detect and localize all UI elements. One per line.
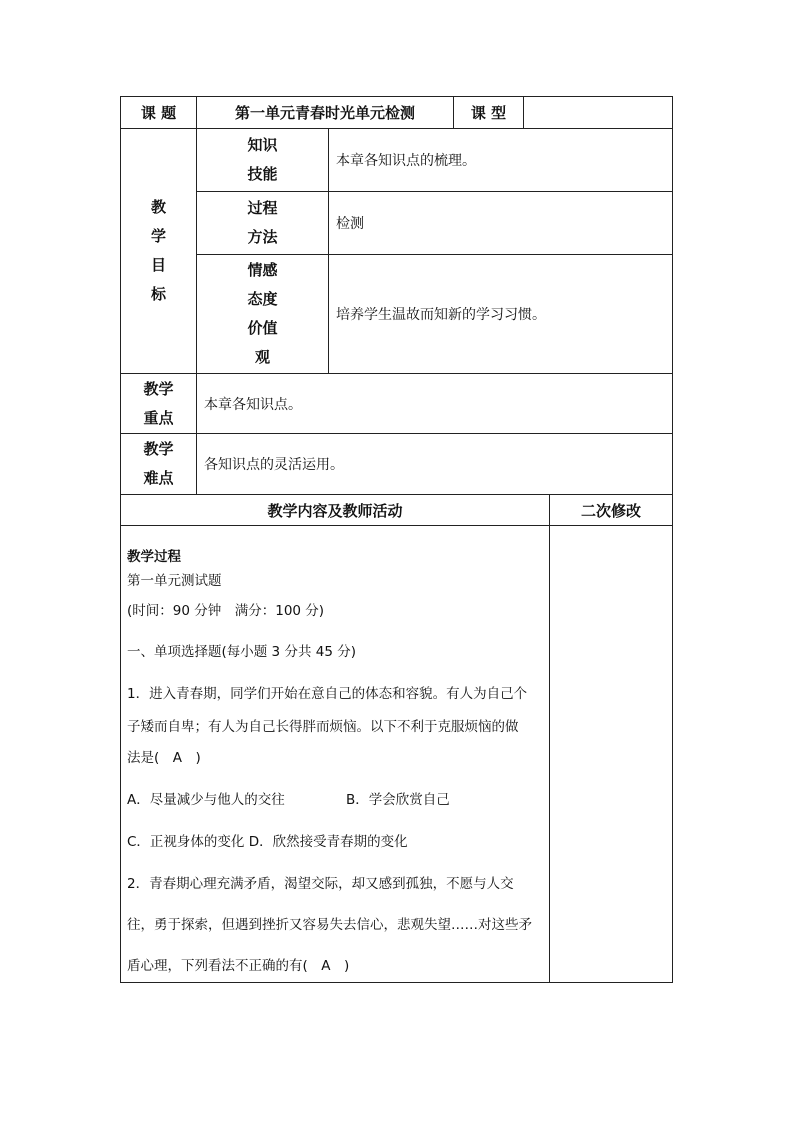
knowledge-skill-value: 本章各知识点的梳理。 xyxy=(336,153,476,169)
question-1-options-cd: C．正视身体的变化 D．欣然接受青春期的变化 xyxy=(127,834,408,850)
question-1-line: 1．进入青春期，同学们开始在意自己的体态和容貌。有人为自己个 xyxy=(127,686,528,702)
difficulties-label xyxy=(121,434,196,494)
table-col-divider xyxy=(549,494,550,983)
emotion-attitude-values-label xyxy=(197,255,328,373)
table-row-divider xyxy=(120,525,673,526)
type-label: 课 型 xyxy=(470,104,507,122)
label-line: 观 xyxy=(254,348,270,366)
knowledge-skill-label xyxy=(197,129,328,191)
label-line: 知识 xyxy=(247,136,278,154)
label-line: 教学 xyxy=(143,440,174,458)
label-line: 技能 xyxy=(247,165,278,183)
topic-label: 课 题 xyxy=(140,104,177,122)
objectives-label xyxy=(121,129,196,373)
objectives-label-char: 目 xyxy=(150,256,166,274)
emotion-attitude-values-value: 培养学生温故而知新的学习习惯。 xyxy=(336,307,546,323)
key-points-label xyxy=(121,374,196,433)
question-2-line: 往，勇于探索，但遇到挫折又容易失去信心，悲观失望……对这些矛 xyxy=(127,917,532,933)
question-1-option-a: A．尽量减少与他人的交往 xyxy=(127,792,285,808)
question-1-line: 法是( A ) xyxy=(127,750,201,766)
label-line: 态度 xyxy=(247,290,278,308)
question-1-line: 子矮而自卑；有人为自己长得胖而烦恼。以下不利于克服烦恼的做 xyxy=(127,719,519,735)
section-heading: 一、单项选择题(每小题 3 分共 45 分) xyxy=(127,644,356,660)
type-value xyxy=(524,97,672,128)
content-header-side: 二次修改 xyxy=(580,501,641,520)
process-method-label xyxy=(197,192,328,254)
objectives-label-char: 标 xyxy=(150,285,166,303)
table-border-bottom xyxy=(120,982,673,983)
objectives-label-char: 学 xyxy=(150,227,166,245)
label-line: 情感 xyxy=(247,261,278,279)
label-line: 价值 xyxy=(247,319,278,337)
difficulties-value: 各知识点的灵活运用。 xyxy=(204,457,344,473)
table-border-right xyxy=(672,96,673,983)
content-header-main: 教学内容及教师活动 xyxy=(267,501,403,520)
time-info: (时间：90 分钟 满分：100 分) xyxy=(127,603,325,619)
label-line: 教学 xyxy=(143,379,174,398)
key-points-value: 本章各知识点。 xyxy=(204,396,302,413)
test-title: 第一单元测试题 xyxy=(127,573,222,589)
label-line: 重点 xyxy=(143,408,174,427)
question-1-option-b: B．学会欣赏自己 xyxy=(346,792,450,808)
objectives-label-char: 教 xyxy=(150,198,166,216)
process-title: 教学过程 xyxy=(127,549,181,565)
label-line: 过程 xyxy=(247,199,278,217)
process-method-value: 检测 xyxy=(336,216,364,232)
label-line: 方法 xyxy=(247,228,278,246)
table-col-divider xyxy=(328,128,329,373)
topic-value: 第一单元青春时光单元检测 xyxy=(234,104,415,122)
question-2-line: 2．青春期心理充满矛盾，渴望交际，却又感到孤独，不愿与人交 xyxy=(127,876,514,892)
label-line: 难点 xyxy=(143,469,174,487)
question-2-line: 盾心理，下列看法不正确的有( A ) xyxy=(127,958,350,974)
